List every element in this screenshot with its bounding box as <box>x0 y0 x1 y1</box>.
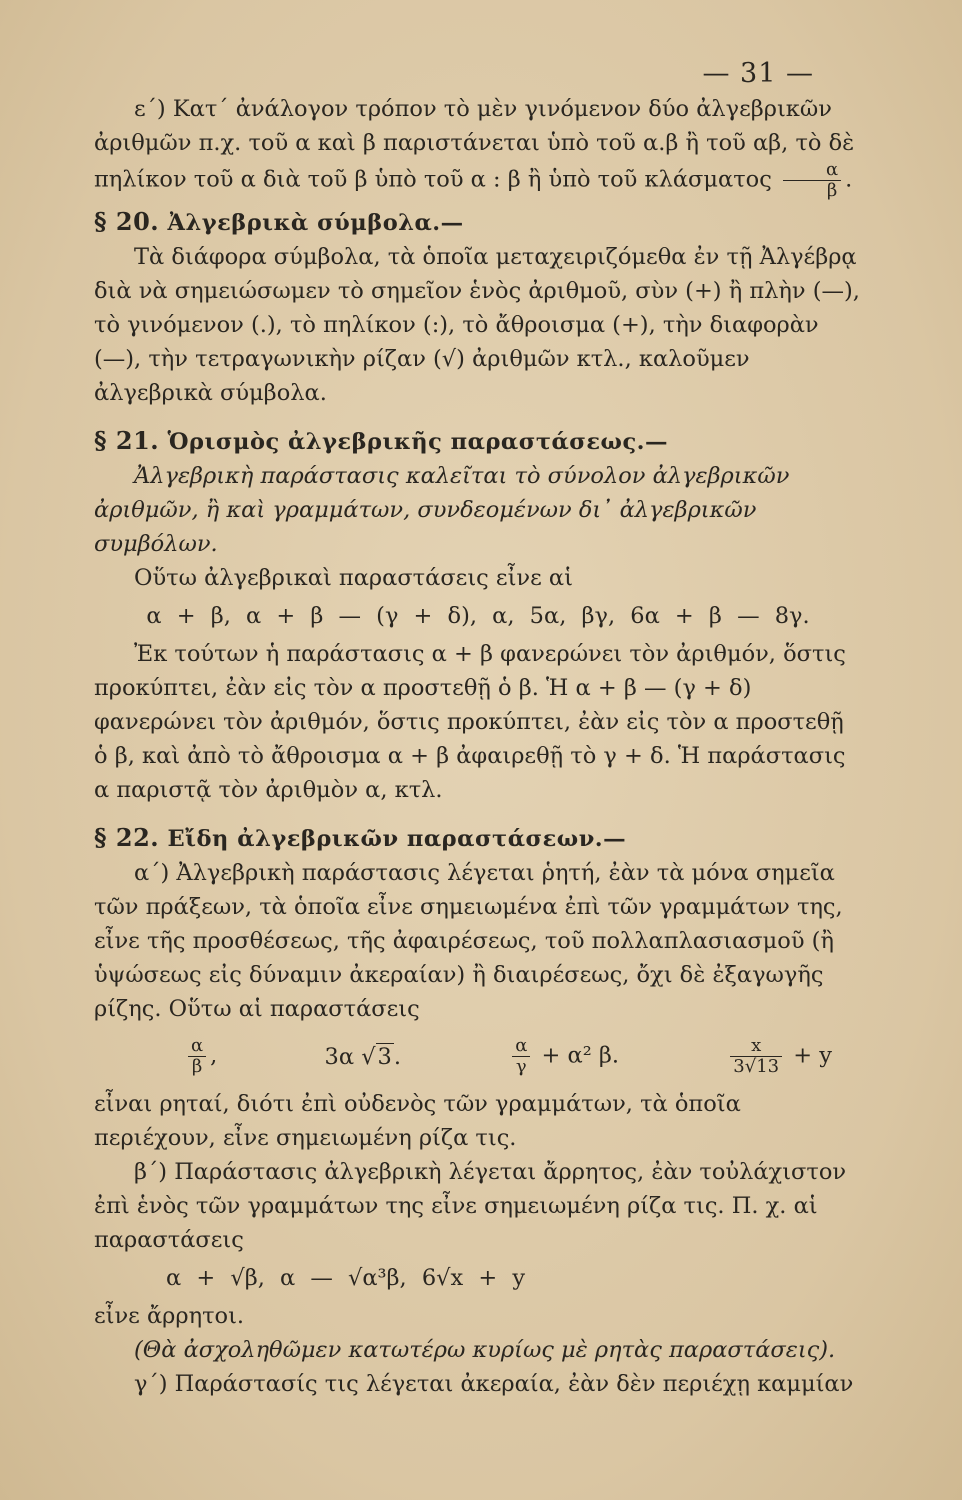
page-number: — 31 — <box>702 58 814 89</box>
note: (Θὰ ἀσχοληθῶμεν κατωτέρω κυρίως μὲ ρητὰς παραστάσεις). <box>134 1337 836 1363</box>
fraction-2: $\frac{\alpha}{\gamma}$ <box>512 1036 530 1077</box>
page-body <box>94 92 862 1401</box>
paragraph-e: ε΄) Κατ΄ ἀνάλογον τρόπον τὸ μὲν γινόμενον δύο ἀλγεβρικῶν ἀριθμῶν π.χ. τοῦ α καὶ β παριστάνεται ὑπὸ τοῦ α.β ἢ τοῦ αβ, τὸ δὲ πηλίκον τοῦ α διὰ τοῦ β ὑπὸ τοῦ α : β ἢ ὑπὸ τοῦ κλάσματος $\frac{\alpha}{\beta}$ . <box>94 96 855 201</box>
section-20-text: Τὰ διάφορα σύμβολα, τὰ ὁποῖα μεταχειριζόμεθα ἐν τῇ Ἀλγέβρᾳ διὰ νὰ σημειώσωμεν τὸ σημεῖον ἑνὸς ἀριθμοῦ, σὺν (+) ἢ πλὴν (—), τὸ γινόμενον (.), τὸ πηλίκον (:), τὸ ἄθροισμα (+), τὴν διαφορὰν (—), τὴν τετραγωνικὴν ρίζαν (√) ἀριθμῶν κτλ., καλοῦμεν ἀλγεβρικὰ σύμβολα. <box>94 244 860 406</box>
section-21-definition: Ἀλγεβρικὴ παράστασις καλεῖται τὸ σύνολον ἀλγεβρικῶν ἀριθμῶν, ἢ καὶ γραμμάτων, συνδεομένων δι᾿ ἀλγεβρικῶν συμβόλων. <box>94 463 790 557</box>
section-20-heading: § 20. Ἀλγεβρικὰ σύμβολα.— <box>94 207 464 236</box>
section-21-text: Ἐκ τούτων ἡ παράστασις α + β φανερώνει τὸν ἀριθμόν, ὅστις προκύπτει, ἐὰν εἰς τὸν α προστεθῇ ὁ β. Ἡ α + β — (γ + δ) φανερώνει τὸν ἀριθμόν, ὅστις προκύπτει, ἐὰν εἰς τὸν α προστεθῇ ὁ β, καὶ ἀπὸ τὸ ἄθροισμα α + β ἀφαιρεθῇ τὸ γ + δ. Ἡ παράστασις α παριστᾷ τὸν ἀριθμὸν α, κτλ. <box>94 641 846 803</box>
fraction-3: $\frac{x}{3√13}$ <box>730 1036 782 1077</box>
section-22-a: α΄) Ἀλγεβρικὴ παράστασις λέγεται ῥητή, ἐὰν τὰ μόνα σημεῖα τῶν πράξεων, τὰ ὁποῖα εἶνε σημειωμένα ἐπὶ τῶν γραμμάτων της, εἶνε τῆς προσθέσεως, τῆς ἀφαιρέσεως, τοῦ πολλαπλασιασμοῦ (ἢ ὑψώσεως εἰς δύναμιν ἀκεραίαν) ἢ διαιρέσεως, ὄχι δὲ ἐξαγωγῆς ρίζης. Οὕτω αἱ παραστάσεις <box>94 860 843 1022</box>
section-22-c: γ΄) Παράστασίς τις λέγεται ἀκεραία, ἐὰν δὲν περιέχῃ καμμίαν <box>134 1371 854 1397</box>
section-21-heading: § 21. Ὁρισμὸς ἀλγεβρικῆς παραστάσεως.— <box>94 426 668 455</box>
radical-term: 3α √3. <box>324 1043 402 1070</box>
paragraph-e-text: ε΄) Κατ΄ ἀνάλογον τρόπον τὸ μὲν γινόμενον δύο ἀλγεβρικῶν ἀριθμῶν π.χ. τοῦ α καὶ β παριστάνεται ὑπὸ τοῦ α.β ἢ τοῦ αβ, τὸ δὲ πηλίκον τοῦ α διὰ τοῦ β ὑπὸ τοῦ α : β ἢ ὑπὸ τοῦ κλάσματος <box>94 96 855 193</box>
section-22-b-conclusion: εἶνε ἄρρητοι. <box>94 1303 245 1329</box>
section-21-examples-intro: Οὕτω ἀλγεβρικαὶ παραστάσεις εἶνε αἱ <box>134 565 573 591</box>
section-22-b: β΄) Παράστασις ἀλγεβρικὴ λέγεται ἄρρητος, ἐὰν τοὐλάχιστον ἐπὶ ἑνὸς τῶν γραμμάτων της εἶνε σημειωμένη ρίζα τις. Π. χ. αἱ παραστάσεις <box>94 1159 847 1253</box>
rational-expressions-formula: $\frac{\alpha}{\beta}$ , 3α √3. $\frac{\alpha}{\gamma}$ + α² β. $\frac{x}{3√13}$ + y <box>184 1036 832 1077</box>
fraction-alpha-beta: $\frac{\alpha}{\beta}$ <box>783 160 841 201</box>
irrational-expressions-formula: α + √β, α — √α³β, 6√x + y <box>166 1265 526 1291</box>
section-22-heading: § 22. Εἴδη ἀλγεβρικῶν παραστάσεων.— <box>94 823 627 852</box>
section-21-formula: α + β, α + β — (γ + δ), α, 5α, βγ, 6α + β — 8γ. <box>146 603 810 629</box>
section-22-a-conclusion: εἶναι ρηταί, διότι ἐπὶ οὐδενὸς τῶν γραμμάτων, τὰ ὁποῖα περιέχουν, εἶνε σημειωμένη ρίζα τις. <box>94 1091 741 1151</box>
fraction-1: $\frac{\alpha}{\beta}$ <box>188 1036 206 1077</box>
